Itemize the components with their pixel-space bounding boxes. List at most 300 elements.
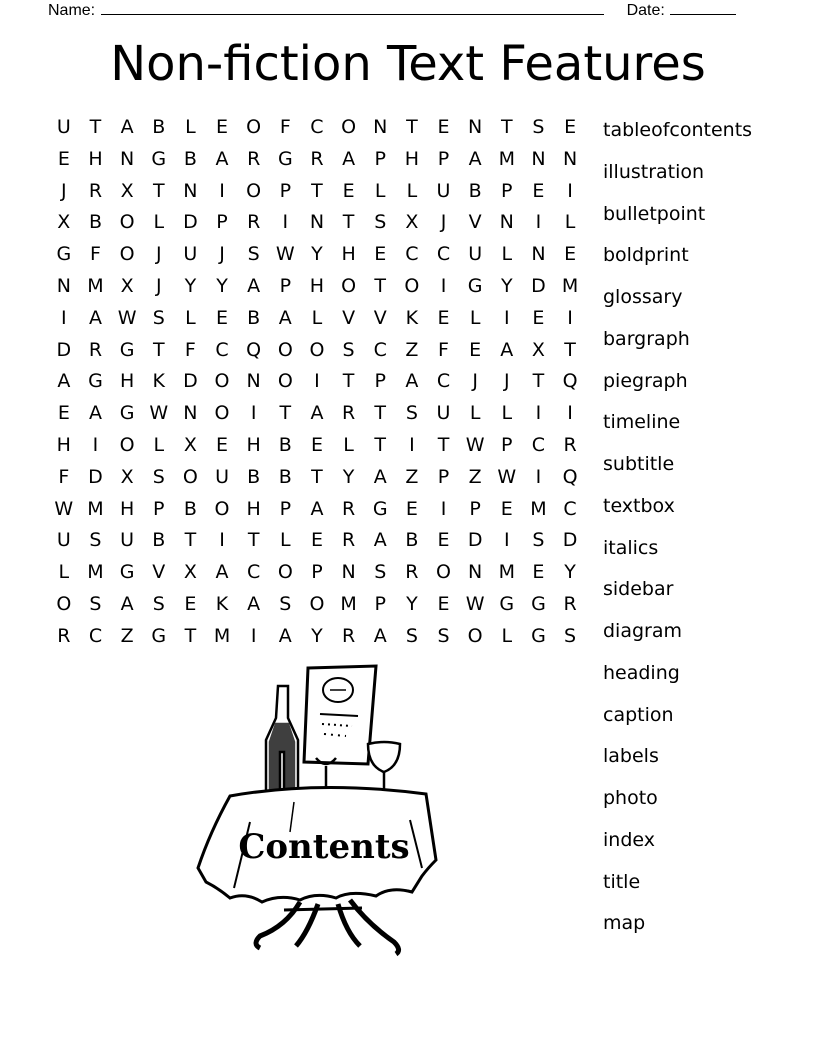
grid-letter: B xyxy=(278,465,292,488)
grid-row xyxy=(48,176,586,208)
grid-letter: O xyxy=(404,274,420,297)
grid-letter: M xyxy=(561,274,579,297)
grid-letter: M xyxy=(87,274,104,297)
grid-letter: F xyxy=(58,465,70,488)
grid-letter: X xyxy=(120,179,134,202)
grid-letter: C xyxy=(563,497,577,520)
grid-letter: R xyxy=(563,433,577,456)
grid-letter: V xyxy=(342,306,356,329)
grid-letter: J xyxy=(219,243,225,266)
word-list-item: timeline xyxy=(603,411,681,434)
grid-letter: A xyxy=(247,274,261,297)
grid-letter: A xyxy=(88,402,102,425)
grid-letter: W xyxy=(54,497,74,520)
grid-letter: W xyxy=(465,433,485,456)
grid-row xyxy=(48,525,586,557)
grid-letter: M xyxy=(87,497,104,520)
grid-letter: R xyxy=(405,561,419,584)
grid-letter: K xyxy=(405,306,419,329)
grid-row xyxy=(48,398,586,430)
page-title: Non-fiction Text Features xyxy=(110,36,706,92)
grid-letter: G xyxy=(531,624,546,647)
grid-letter: J xyxy=(155,243,162,266)
word-list-item: sidebar xyxy=(603,578,674,601)
word-list-item: italics xyxy=(603,536,659,559)
grid-letter: Q xyxy=(246,338,262,361)
grid-letter: T xyxy=(500,116,513,138)
grid-letter: M xyxy=(213,624,231,647)
grid-letter: A xyxy=(373,465,387,488)
grid-letter: O xyxy=(341,274,357,297)
grid-letter: J xyxy=(472,370,478,393)
grid-letter: Y xyxy=(342,465,355,488)
grid-letter: O xyxy=(119,243,135,266)
grid-letter: S xyxy=(374,211,387,234)
grid-letter: P xyxy=(311,561,323,584)
grid-letter: H xyxy=(404,147,420,170)
grid-letter: G xyxy=(56,243,72,266)
grid-letter: U xyxy=(120,529,135,552)
grid-letter: F xyxy=(438,338,449,361)
grid-letter: E xyxy=(437,116,450,138)
grid-letter: R xyxy=(310,147,324,170)
grid-letter: T xyxy=(311,179,323,202)
grid-letter: D xyxy=(562,529,578,552)
grid-letter: H xyxy=(309,274,325,297)
grid-letter: N xyxy=(309,211,325,234)
grid-letter: E xyxy=(532,179,545,202)
grid-letter: A xyxy=(120,116,134,138)
grid-letter: O xyxy=(309,592,325,615)
grid-letter: A xyxy=(500,338,514,361)
grid-letter: I xyxy=(250,624,257,647)
grid-letter: I xyxy=(219,179,225,202)
grid-letter: E xyxy=(342,179,355,202)
grid-row xyxy=(48,112,586,144)
grid-letter: L xyxy=(469,402,481,425)
grid-letter: G xyxy=(151,147,167,170)
grid-letter: I xyxy=(409,433,415,456)
grid-letter: P xyxy=(216,211,228,234)
grid-letter: O xyxy=(277,370,293,393)
grid-letter: B xyxy=(183,147,197,170)
grid-letter: I xyxy=(535,465,542,488)
grid-letter: A xyxy=(310,402,324,425)
grid-letter: M xyxy=(498,561,515,584)
grid-letter: I xyxy=(567,179,573,202)
grid-letter: U xyxy=(56,116,71,138)
grid-letter: I xyxy=(314,370,320,393)
grid-letter: G xyxy=(372,497,388,520)
grid-letter: A xyxy=(373,624,387,647)
grid-letter: P xyxy=(374,370,386,393)
grid-letter: G xyxy=(151,624,167,647)
grid-letter: L xyxy=(406,179,418,202)
grid-letter: P xyxy=(153,497,165,520)
grid-letter: L xyxy=(343,433,354,456)
grid-letter: F xyxy=(89,243,101,266)
grid-letter: B xyxy=(247,306,261,329)
grid-letter: T xyxy=(152,179,165,202)
grid-letter: L xyxy=(280,529,291,552)
grid-letter: C xyxy=(373,338,387,361)
grid-letter: G xyxy=(467,274,483,297)
grid-letter: E xyxy=(500,497,513,520)
grid-letter: T xyxy=(374,402,387,425)
word-list-item: illustration xyxy=(603,160,705,183)
grid-letter: G xyxy=(119,402,135,425)
grid-letter: O xyxy=(467,624,483,647)
word-list-item: diagram xyxy=(603,620,683,642)
grid-letter: A xyxy=(278,624,292,647)
grid-letter: N xyxy=(119,147,135,170)
grid-letter: E xyxy=(437,592,450,615)
grid-letter: Y xyxy=(564,561,576,584)
grid-letter: B xyxy=(278,433,292,456)
grid-letter: G xyxy=(277,147,293,170)
grid-letter: T xyxy=(311,465,323,488)
grid-row xyxy=(48,557,586,589)
grid-letter: H xyxy=(119,497,135,520)
grid-letter: C xyxy=(531,433,546,456)
grid-letter: O xyxy=(214,370,230,393)
grid-letter: O xyxy=(277,561,293,584)
grid-letter: C xyxy=(405,243,419,266)
grid-letter: S xyxy=(405,402,418,425)
word-list-item: subtitle xyxy=(603,453,675,475)
grid-letter: L xyxy=(185,306,196,329)
grid-letter: C xyxy=(310,116,324,138)
grid-letter: T xyxy=(374,274,387,297)
grid-letter: H xyxy=(341,243,356,266)
grid-letter: S xyxy=(564,624,577,647)
grid-letter: M xyxy=(530,497,547,520)
grid-letter: C xyxy=(247,561,261,584)
grid-letter: R xyxy=(341,402,356,425)
word-list-item: bulletpoint xyxy=(603,202,706,225)
grid-letter: E xyxy=(374,243,387,266)
grid-letter: X xyxy=(531,338,545,361)
grid-letter: H xyxy=(119,370,135,393)
grid-letter: T xyxy=(184,624,197,647)
grid-letter: T xyxy=(279,402,292,425)
grid-letter: P xyxy=(279,274,292,297)
grid-letter: T xyxy=(184,529,197,552)
grid-row xyxy=(48,621,586,653)
grid-row xyxy=(48,430,586,462)
grid-letter: Y xyxy=(184,274,197,297)
date-label: Date: xyxy=(626,2,665,19)
grid-letter: G xyxy=(88,370,103,393)
menu-card-icon xyxy=(304,666,376,764)
grid-letter: Z xyxy=(405,465,419,488)
letter-grid xyxy=(48,112,586,653)
grid-letter: Q xyxy=(562,370,578,393)
word-list-item: boldprint xyxy=(603,244,689,267)
grid-letter: K xyxy=(152,370,165,393)
grid-letter: P xyxy=(437,147,450,170)
word-list xyxy=(603,110,752,945)
grid-letter: P xyxy=(279,497,292,520)
grid-letter: A xyxy=(405,370,419,393)
grid-letter: O xyxy=(246,179,262,202)
grid-letter: N xyxy=(56,274,71,297)
grid-letter: R xyxy=(341,529,356,552)
grid-letter: R xyxy=(247,211,261,234)
grid-letter: T xyxy=(406,116,418,138)
grid-row xyxy=(48,494,586,526)
grid-row xyxy=(48,335,586,367)
grid-letter: T xyxy=(342,211,355,234)
grid-row xyxy=(48,366,586,398)
grid-letter: A xyxy=(247,592,261,615)
grid-letter: Y xyxy=(216,274,228,297)
grid-letter: E xyxy=(437,529,450,552)
grid-letter: W xyxy=(117,306,137,329)
grid-letter: N xyxy=(531,243,546,266)
grid-letter: W xyxy=(465,592,485,615)
date-blank-line[interactable] xyxy=(670,0,736,15)
grid-letter: O xyxy=(277,338,293,361)
grid-letter: D xyxy=(531,274,546,297)
grid-letter: A xyxy=(278,306,292,329)
grid-letter: R xyxy=(341,624,356,647)
grid-letter: O xyxy=(119,433,135,456)
grid-letter: Z xyxy=(405,338,419,361)
grid-letter: P xyxy=(469,497,481,520)
grid-letter: N xyxy=(499,211,514,234)
grid-letter: O xyxy=(246,116,262,138)
table-legs-icon xyxy=(256,900,399,954)
grid-letter: O xyxy=(341,116,357,138)
grid-row xyxy=(48,239,586,271)
grid-letter: A xyxy=(215,147,229,170)
name-label: Name: xyxy=(48,2,96,19)
grid-letter: R xyxy=(341,497,356,520)
grid-letter: E xyxy=(57,147,70,170)
grid-letter: D xyxy=(88,465,103,488)
grid-letter: E xyxy=(57,402,70,425)
grid-letter: U xyxy=(56,529,71,552)
grid-letter: B xyxy=(88,211,102,234)
grid-letter: L xyxy=(501,243,513,266)
grid-letter: V xyxy=(468,211,482,234)
grid-letter: R xyxy=(247,147,261,170)
grid-letter: D xyxy=(56,338,72,361)
grid-letter: L xyxy=(185,116,196,138)
grid-letter: A xyxy=(215,561,229,584)
grid-letter: U xyxy=(468,243,483,266)
word-list-item: index xyxy=(603,828,655,851)
grid-letter: T xyxy=(342,370,355,393)
grid-letter: S xyxy=(532,116,545,138)
word-list-item: caption xyxy=(603,703,674,726)
grid-letter: F xyxy=(184,338,196,361)
grid-letter: E xyxy=(532,306,545,329)
grid-letter: S xyxy=(152,465,165,488)
grid-letter: S xyxy=(279,592,292,615)
grid-letter: I xyxy=(61,306,67,329)
grid-letter: L xyxy=(501,402,513,425)
grid-letter: M xyxy=(340,592,357,615)
grid-letter: K xyxy=(215,592,229,615)
grid-letter: L xyxy=(311,306,323,329)
grid-letter: P xyxy=(279,179,292,202)
grid-letter: E xyxy=(469,338,482,361)
word-list-item: textbox xyxy=(603,494,675,517)
grid-letter: E xyxy=(184,592,197,615)
word-list-item: photo xyxy=(603,787,658,809)
grid-letter: E xyxy=(564,116,577,138)
grid-letter: X xyxy=(183,433,197,456)
name-blank-line[interactable] xyxy=(101,0,604,15)
grid-letter: U xyxy=(215,465,229,488)
grid-letter: J xyxy=(503,370,510,393)
grid-letter: T xyxy=(532,370,545,393)
grid-letter: C xyxy=(215,338,229,361)
grid-letter: W xyxy=(275,243,295,266)
grid-letter: P xyxy=(374,592,386,615)
grid-letter: I xyxy=(440,274,447,297)
grid-letter: E xyxy=(310,529,323,552)
grid-letter: G xyxy=(119,338,135,361)
grid-letter: E xyxy=(437,306,450,329)
grid-letter: T xyxy=(374,433,387,456)
grid-letter: I xyxy=(219,529,225,552)
grid-letter: R xyxy=(88,338,103,361)
grid-row xyxy=(48,271,586,303)
grid-letter: Z xyxy=(120,624,134,647)
grid-letter: J xyxy=(61,179,67,202)
word-list-item: glossary xyxy=(603,286,683,308)
grid-letter: P xyxy=(374,147,386,170)
grid-letter: E xyxy=(532,561,545,584)
grid-letter: Y xyxy=(406,592,418,615)
grid-letter: N xyxy=(373,116,388,138)
grid-letter: N xyxy=(183,179,198,202)
grid-letter: M xyxy=(498,147,515,170)
grid-letter: L xyxy=(564,211,576,234)
word-list-item: heading xyxy=(603,661,680,684)
grid-letter: X xyxy=(405,211,419,234)
grid-letter: L xyxy=(153,433,165,456)
grid-letter: S xyxy=(89,592,102,615)
grid-letter: A xyxy=(120,592,134,615)
grid-letter: P xyxy=(501,433,513,456)
grid-letter: U xyxy=(183,243,198,266)
grid-letter: A xyxy=(373,529,387,552)
grid-letter: S xyxy=(89,529,102,552)
grid-letter: Q xyxy=(562,465,578,488)
grid-letter: N xyxy=(531,147,546,170)
grid-letter: I xyxy=(440,497,447,520)
grid-letter: S xyxy=(374,561,387,584)
grid-letter: C xyxy=(88,624,103,647)
grid-letter: A xyxy=(310,497,324,520)
word-list-item: title xyxy=(603,870,641,893)
grid-letter: O xyxy=(56,592,72,615)
grid-letter: E xyxy=(216,433,229,456)
grid-letter: L xyxy=(469,306,481,329)
grid-row xyxy=(48,207,586,239)
grid-letter: Y xyxy=(311,243,323,266)
grid-letter: R xyxy=(88,179,103,202)
grid-letter: X xyxy=(120,274,134,297)
grid-letter: T xyxy=(564,338,576,361)
grid-letter: N xyxy=(468,116,483,138)
grid-row xyxy=(48,303,586,335)
grid-letter: W xyxy=(497,465,517,488)
grid-letter: I xyxy=(250,402,257,425)
grid-letter: B xyxy=(183,497,197,520)
grid-row xyxy=(48,144,586,176)
grid-letter: I xyxy=(282,211,289,234)
grid-row xyxy=(48,589,586,621)
grid-letter: L xyxy=(374,179,386,202)
grid-letter: B xyxy=(152,116,166,138)
grid-letter: B xyxy=(468,179,482,202)
grid-letter: O xyxy=(214,497,230,520)
grid-letter: I xyxy=(503,529,510,552)
grid-letter: Y xyxy=(311,624,323,647)
grid-letter: B xyxy=(247,465,261,488)
grid-letter: B xyxy=(152,529,166,552)
grid-row xyxy=(48,462,586,494)
grid-letter: G xyxy=(531,592,546,615)
grid-letter: S xyxy=(437,624,450,647)
grid-letter: V xyxy=(152,561,166,584)
grid-letter: N xyxy=(468,561,483,584)
grid-letter: X xyxy=(120,465,134,488)
grid-letter: S xyxy=(247,243,260,266)
word-list-item: tableofcontents xyxy=(603,119,753,141)
grid-letter: I xyxy=(567,402,573,425)
grid-letter: P xyxy=(501,179,513,202)
grid-letter: I xyxy=(535,402,542,425)
grid-letter: V xyxy=(373,306,387,329)
grid-letter: N xyxy=(562,147,578,170)
header-line xyxy=(48,0,736,20)
grid-letter: T xyxy=(89,116,102,138)
grid-letter: Z xyxy=(468,465,482,488)
grid-letter: E xyxy=(310,433,323,456)
grid-letter: J xyxy=(440,211,447,234)
wine-bottle-icon xyxy=(266,686,298,800)
grid-letter: X xyxy=(183,561,197,584)
grid-letter: I xyxy=(503,306,510,329)
grid-letter: U xyxy=(436,402,451,425)
grid-letter: N xyxy=(341,561,356,584)
grid-letter: U xyxy=(436,179,451,202)
grid-letter: D xyxy=(467,529,483,552)
grid-letter: T xyxy=(152,338,165,361)
grid-letter: R xyxy=(57,624,71,647)
grid-letter: A xyxy=(342,147,356,170)
grid-letter: S xyxy=(532,529,545,552)
table-contents-illustration xyxy=(190,662,450,962)
grid-letter: G xyxy=(499,592,515,615)
grid-letter: N xyxy=(183,402,198,425)
grid-letter: A xyxy=(88,306,102,329)
grid-letter: N xyxy=(246,370,261,393)
grid-letter: O xyxy=(309,338,325,361)
grid-letter: T xyxy=(247,529,260,552)
grid-letter: E xyxy=(216,306,229,329)
grid-letter: Y xyxy=(500,274,513,297)
grid-letter: S xyxy=(405,624,418,647)
grid-letter: M xyxy=(87,561,104,584)
grid-letter: C xyxy=(436,243,451,266)
